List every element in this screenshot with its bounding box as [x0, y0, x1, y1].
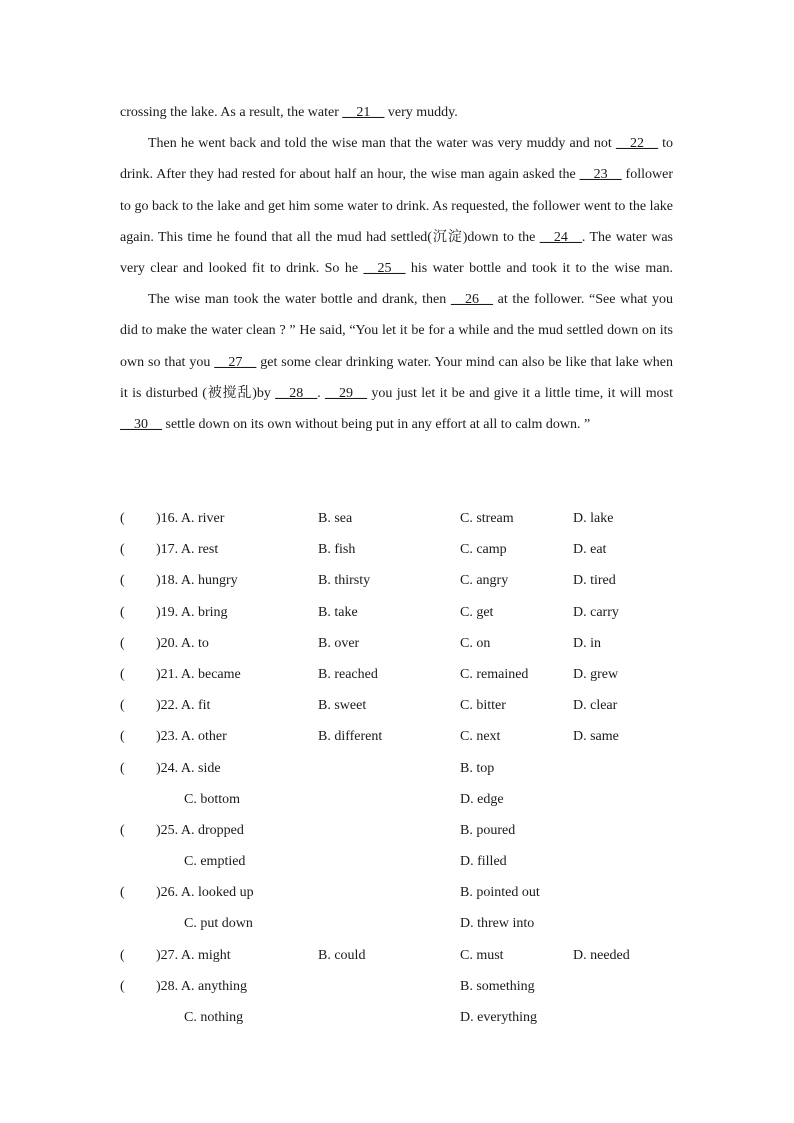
option-b[interactable]: B. over [318, 635, 360, 651]
option-d[interactable]: D. carry [573, 604, 619, 620]
option-d[interactable]: D. needed [573, 947, 630, 963]
answer-paren[interactable]: ( [120, 978, 125, 994]
text: to drink. After they had rested for about half an hour, the wise man again asked the [120, 136, 673, 183]
answer-paren[interactable]: ( [120, 729, 125, 745]
blank-25[interactable]: __25__ [363, 261, 406, 277]
paragraph-2 [120, 128, 673, 284]
option-a[interactable]: )23. A. other [156, 729, 227, 745]
option-b[interactable]: B. sea [318, 511, 353, 526]
text: . The water was very clear and looked fit to drink. So he [120, 229, 674, 277]
option-b[interactable]: B. something [460, 978, 535, 994]
option-d[interactable]: D. clear [573, 698, 618, 714]
text: . [317, 385, 326, 401]
blank-28[interactable]: __28__ [275, 385, 318, 401]
answer-paren[interactable]: ( [120, 666, 125, 682]
option-a[interactable]: )16. A. river [156, 511, 225, 526]
option-a[interactable]: )25. A. dropped [156, 822, 244, 838]
option-d[interactable]: D. in [573, 635, 601, 651]
option-b[interactable]: B. reached [318, 666, 378, 682]
blank-30[interactable]: __30__ [120, 417, 162, 433]
option-d[interactable]: D. tired [573, 573, 616, 589]
question-25-row-2 [120, 846, 680, 877]
option-c[interactable]: C. remained [460, 666, 529, 682]
answer-paren[interactable]: ( [120, 542, 125, 558]
question-18 [120, 565, 680, 596]
blank-23[interactable]: __23__ [579, 167, 622, 183]
text: Then he went back and told the wise man that the water was very muddy and not [148, 136, 616, 152]
option-d[interactable]: D. eat [573, 542, 607, 558]
text: you just let it be and give it a little time, it will most [367, 385, 674, 401]
paragraph-3 [120, 284, 673, 440]
option-d[interactable]: D. same [573, 729, 619, 745]
answer-paren[interactable]: ( [120, 885, 125, 901]
question-28 [120, 971, 680, 1002]
question-23 [120, 721, 680, 752]
blank-24[interactable]: __24__ [539, 229, 582, 245]
text: settle down on its own without being put in any effort at all to calm down. ” [162, 417, 591, 433]
option-b[interactable]: B. pointed out [460, 885, 540, 901]
blank-22[interactable]: __22__ [615, 136, 658, 152]
question-28-row-2 [120, 1002, 680, 1033]
option-b[interactable]: B. sweet [318, 698, 367, 714]
blank-29[interactable]: __29__ [325, 385, 368, 401]
text: follower to go back to the lake and get him some water to drink. As requested, the follower went to the lake again. This time he found that all the mud had settled(沉淀)down to the [120, 167, 673, 245]
option-c[interactable]: C. camp [460, 542, 507, 558]
answer-paren[interactable]: ( [120, 698, 125, 714]
option-a[interactable]: )18. A. hungry [156, 573, 238, 589]
answer-paren[interactable]: ( [120, 604, 125, 620]
blank-21[interactable]: __21__ [342, 105, 385, 120]
answer-paren[interactable]: ( [120, 635, 125, 651]
answer-paren[interactable]: ( [120, 760, 125, 776]
option-b[interactable]: B. take [318, 604, 358, 620]
option-b[interactable]: B. thirsty [318, 573, 371, 589]
question-16 [120, 503, 680, 534]
option-c[interactable]: C. nothing [184, 1010, 244, 1025]
option-c[interactable]: C. next [460, 729, 501, 745]
answer-paren[interactable]: ( [120, 822, 125, 838]
option-a[interactable]: )26. A. looked up [156, 885, 254, 901]
option-c[interactable]: C. on [460, 635, 491, 651]
question-19 [120, 597, 680, 628]
option-c[interactable]: C. put down [184, 916, 253, 932]
text: his water bottle and took it to the wise man. [405, 261, 673, 277]
option-a[interactable]: )27. A. might [156, 947, 231, 963]
question-24 [120, 753, 680, 784]
option-c[interactable]: C. bottom [184, 791, 241, 807]
option-a[interactable]: )17. A. rest [156, 542, 219, 558]
option-b[interactable]: B. could [318, 947, 366, 963]
option-a[interactable]: )24. A. side [156, 760, 221, 776]
text: crossing the lake. As a result, the water [120, 105, 343, 120]
option-a[interactable]: )19. A. bring [156, 604, 228, 620]
answer-paren[interactable]: ( [120, 573, 125, 589]
question-list [120, 503, 680, 1033]
text: at the follower. “See what you did to make the water clean ? ” He said, “You let it be for a while and the mud settled down on its own so that you [120, 292, 673, 370]
option-b[interactable]: B. fish [318, 542, 356, 558]
question-25 [120, 815, 680, 846]
text: The wise man took the water bottle and drank, then [148, 292, 451, 308]
option-b[interactable]: B. different [318, 729, 383, 745]
text: get some clear drinking water. Your mind can also be like that lake when it is disturbed (被搅乱)by [120, 354, 673, 401]
question-22 [120, 690, 680, 721]
option-d[interactable]: D. edge [460, 791, 504, 807]
question-26-row-2 [120, 908, 680, 939]
option-c[interactable]: C. angry [460, 573, 509, 589]
option-b[interactable]: B. poured [460, 822, 516, 838]
option-c[interactable]: C. bitter [460, 698, 506, 714]
question-21 [120, 659, 680, 690]
question-17 [120, 534, 680, 565]
text: very muddy. [384, 105, 458, 120]
option-c[interactable]: C. get [460, 604, 494, 620]
question-26 [120, 877, 680, 908]
option-d[interactable]: D. filled [460, 854, 507, 870]
option-c[interactable]: C. emptied [184, 854, 246, 870]
option-a[interactable]: )22. A. fit [156, 698, 211, 714]
paragraph-1 [120, 97, 673, 128]
answer-paren[interactable]: ( [120, 947, 125, 963]
option-c[interactable]: C. stream [460, 511, 514, 526]
option-a[interactable]: )20. A. to [156, 635, 209, 651]
blank-27[interactable]: __27__ [214, 354, 257, 370]
question-27 [120, 940, 680, 971]
option-a[interactable]: )28. A. anything [156, 978, 247, 994]
option-d[interactable]: D. threw into [460, 916, 535, 932]
option-d[interactable]: D. lake [573, 511, 614, 526]
question-24-row-2 [120, 784, 680, 815]
option-b[interactable]: B. top [460, 760, 495, 776]
option-d[interactable]: D. grew [573, 666, 619, 682]
question-20 [120, 628, 680, 659]
passage [120, 97, 673, 440]
answer-paren[interactable]: ( [120, 511, 125, 526]
blank-26[interactable]: __26__ [450, 292, 493, 308]
option-d[interactable]: D. everything [460, 1010, 537, 1025]
option-a[interactable]: )21. A. became [156, 666, 241, 682]
option-c[interactable]: C. must [460, 947, 504, 963]
